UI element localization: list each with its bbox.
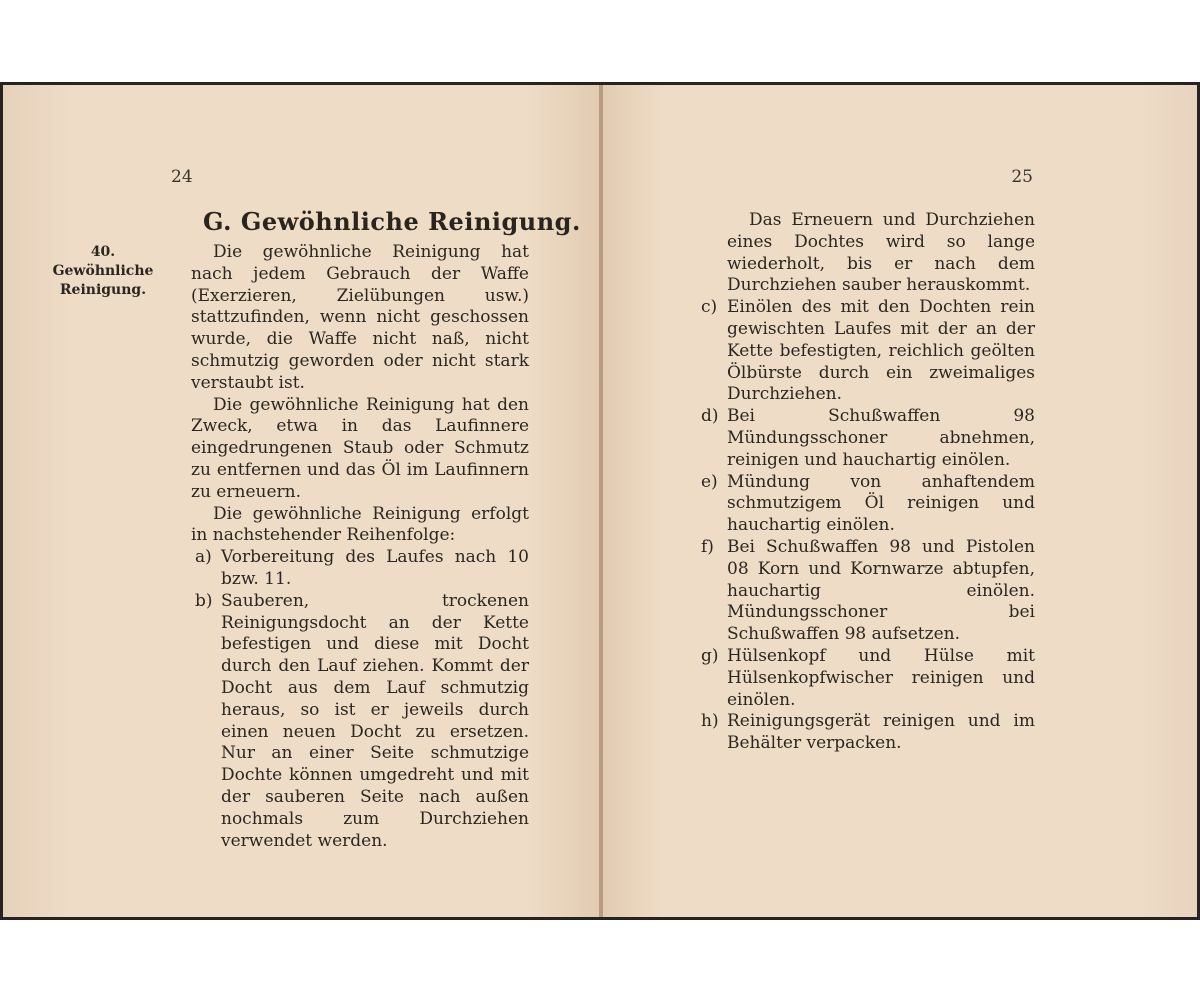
list-item-label: a) — [195, 547, 212, 568]
paragraph: Die gewöhnliche Reinigung erfolgt in nachstehender Reihenfolge: — [191, 503, 529, 546]
list-item-label: g) — [701, 645, 719, 666]
list-item-text: Einölen des mit den Dochten rein gewischten Laufes mit der an der Kette befestigten, reichlich geölten Ölbürste durch ein zweimaliges Durchziehen. — [727, 297, 1035, 405]
list-item-text: Sauberen, trockenen Reinigungsdocht an der Kette befestigen und diese mit Docht durch den Lauf ziehen. Kommt der Docht aus dem Lauf schmutzig heraus, so ist er jeweils durch einen neuen Docht zu ersetzen. Nur an einer Seite schmutzige Dochte können umgedreht und mit der sauberen Seite nach außen nochmals zum Durchziehen verwendet werden. — [221, 590, 529, 851]
margin-note — [51, 243, 155, 300]
left-page-text — [191, 242, 529, 852]
list-item — [701, 297, 1035, 406]
list-item — [701, 406, 1035, 471]
page-number-right: 25 — [1011, 167, 1033, 187]
list-item — [701, 537, 1035, 646]
page-number-left: 24 — [171, 167, 193, 187]
margin-title-line-2: Reinigung. — [59, 282, 147, 298]
section-heading: G. Gewöhnliche Reinigung. — [203, 207, 581, 236]
list-item — [195, 547, 529, 591]
list-item-text: Vorbereitung des Laufes nach 10 bzw. 11. — [221, 547, 529, 589]
margin-number: 40. — [90, 244, 116, 260]
list-item-label: f) — [701, 536, 714, 557]
list-item — [195, 591, 529, 853]
list-item-label: d) — [701, 406, 719, 427]
list-item — [701, 646, 1035, 711]
list-item-text: Hülsenkopf und Hülse mit Hülsenkopfwischer reinigen und einölen. — [727, 645, 1035, 710]
list-item-label: b) — [195, 590, 213, 611]
list-item-label: c) — [701, 297, 718, 318]
paragraph: Die gewöhnliche Reinigung hat den Zweck, etwa in das Laufinnere eingedrungenen Staub oder Schmutz zu entfernen und das Öl im Laufinnern zu erneuern. — [191, 394, 529, 502]
list-item — [701, 472, 1035, 537]
paragraph: Die gewöhnliche Reinigung hat nach jedem Gebrauch der Waffe (Exerzieren, Zielübungen usw.) stattzufinden, wenn nicht geschossen wurde, die Waffe nicht naß, nicht schmutzig geworden oder nicht stark verstaubt ist. — [191, 242, 529, 393]
right-page-text — [701, 210, 1035, 755]
list-item-text: Bei Schußwaffen 98 Mündungsschoner abnehmen, reinigen und hauchartig einölen. — [727, 406, 1035, 470]
list-item-text: Reinigungsgerät reinigen und im Behälter verpacken. — [727, 711, 1035, 754]
open-book — [0, 82, 1200, 920]
list-item-label: e) — [701, 471, 718, 492]
continuation-paragraph: Das Erneuern und Durchziehen eines Dochtes wird so lange wiederholt, bis er nach dem Durchziehen sauber herauskommt. — [727, 210, 1035, 296]
list-item-text: Mündung von anhaftendem schmutzigem Öl reinigen und hauchartig einölen. — [727, 471, 1035, 536]
left-page — [3, 85, 599, 917]
list-item-text: Bei Schußwaffen 98 und Pistolen 08 Korn und Kornwarze abtupfen, hauchartig einölen. Mündungsschoner bei Schußwaffen 98 aufsetzen. — [727, 536, 1035, 645]
list-item — [701, 711, 1035, 755]
list-item-label: h) — [701, 711, 719, 732]
margin-title-line-1: Gewöhnliche — [52, 263, 154, 279]
right-page — [603, 85, 1197, 917]
